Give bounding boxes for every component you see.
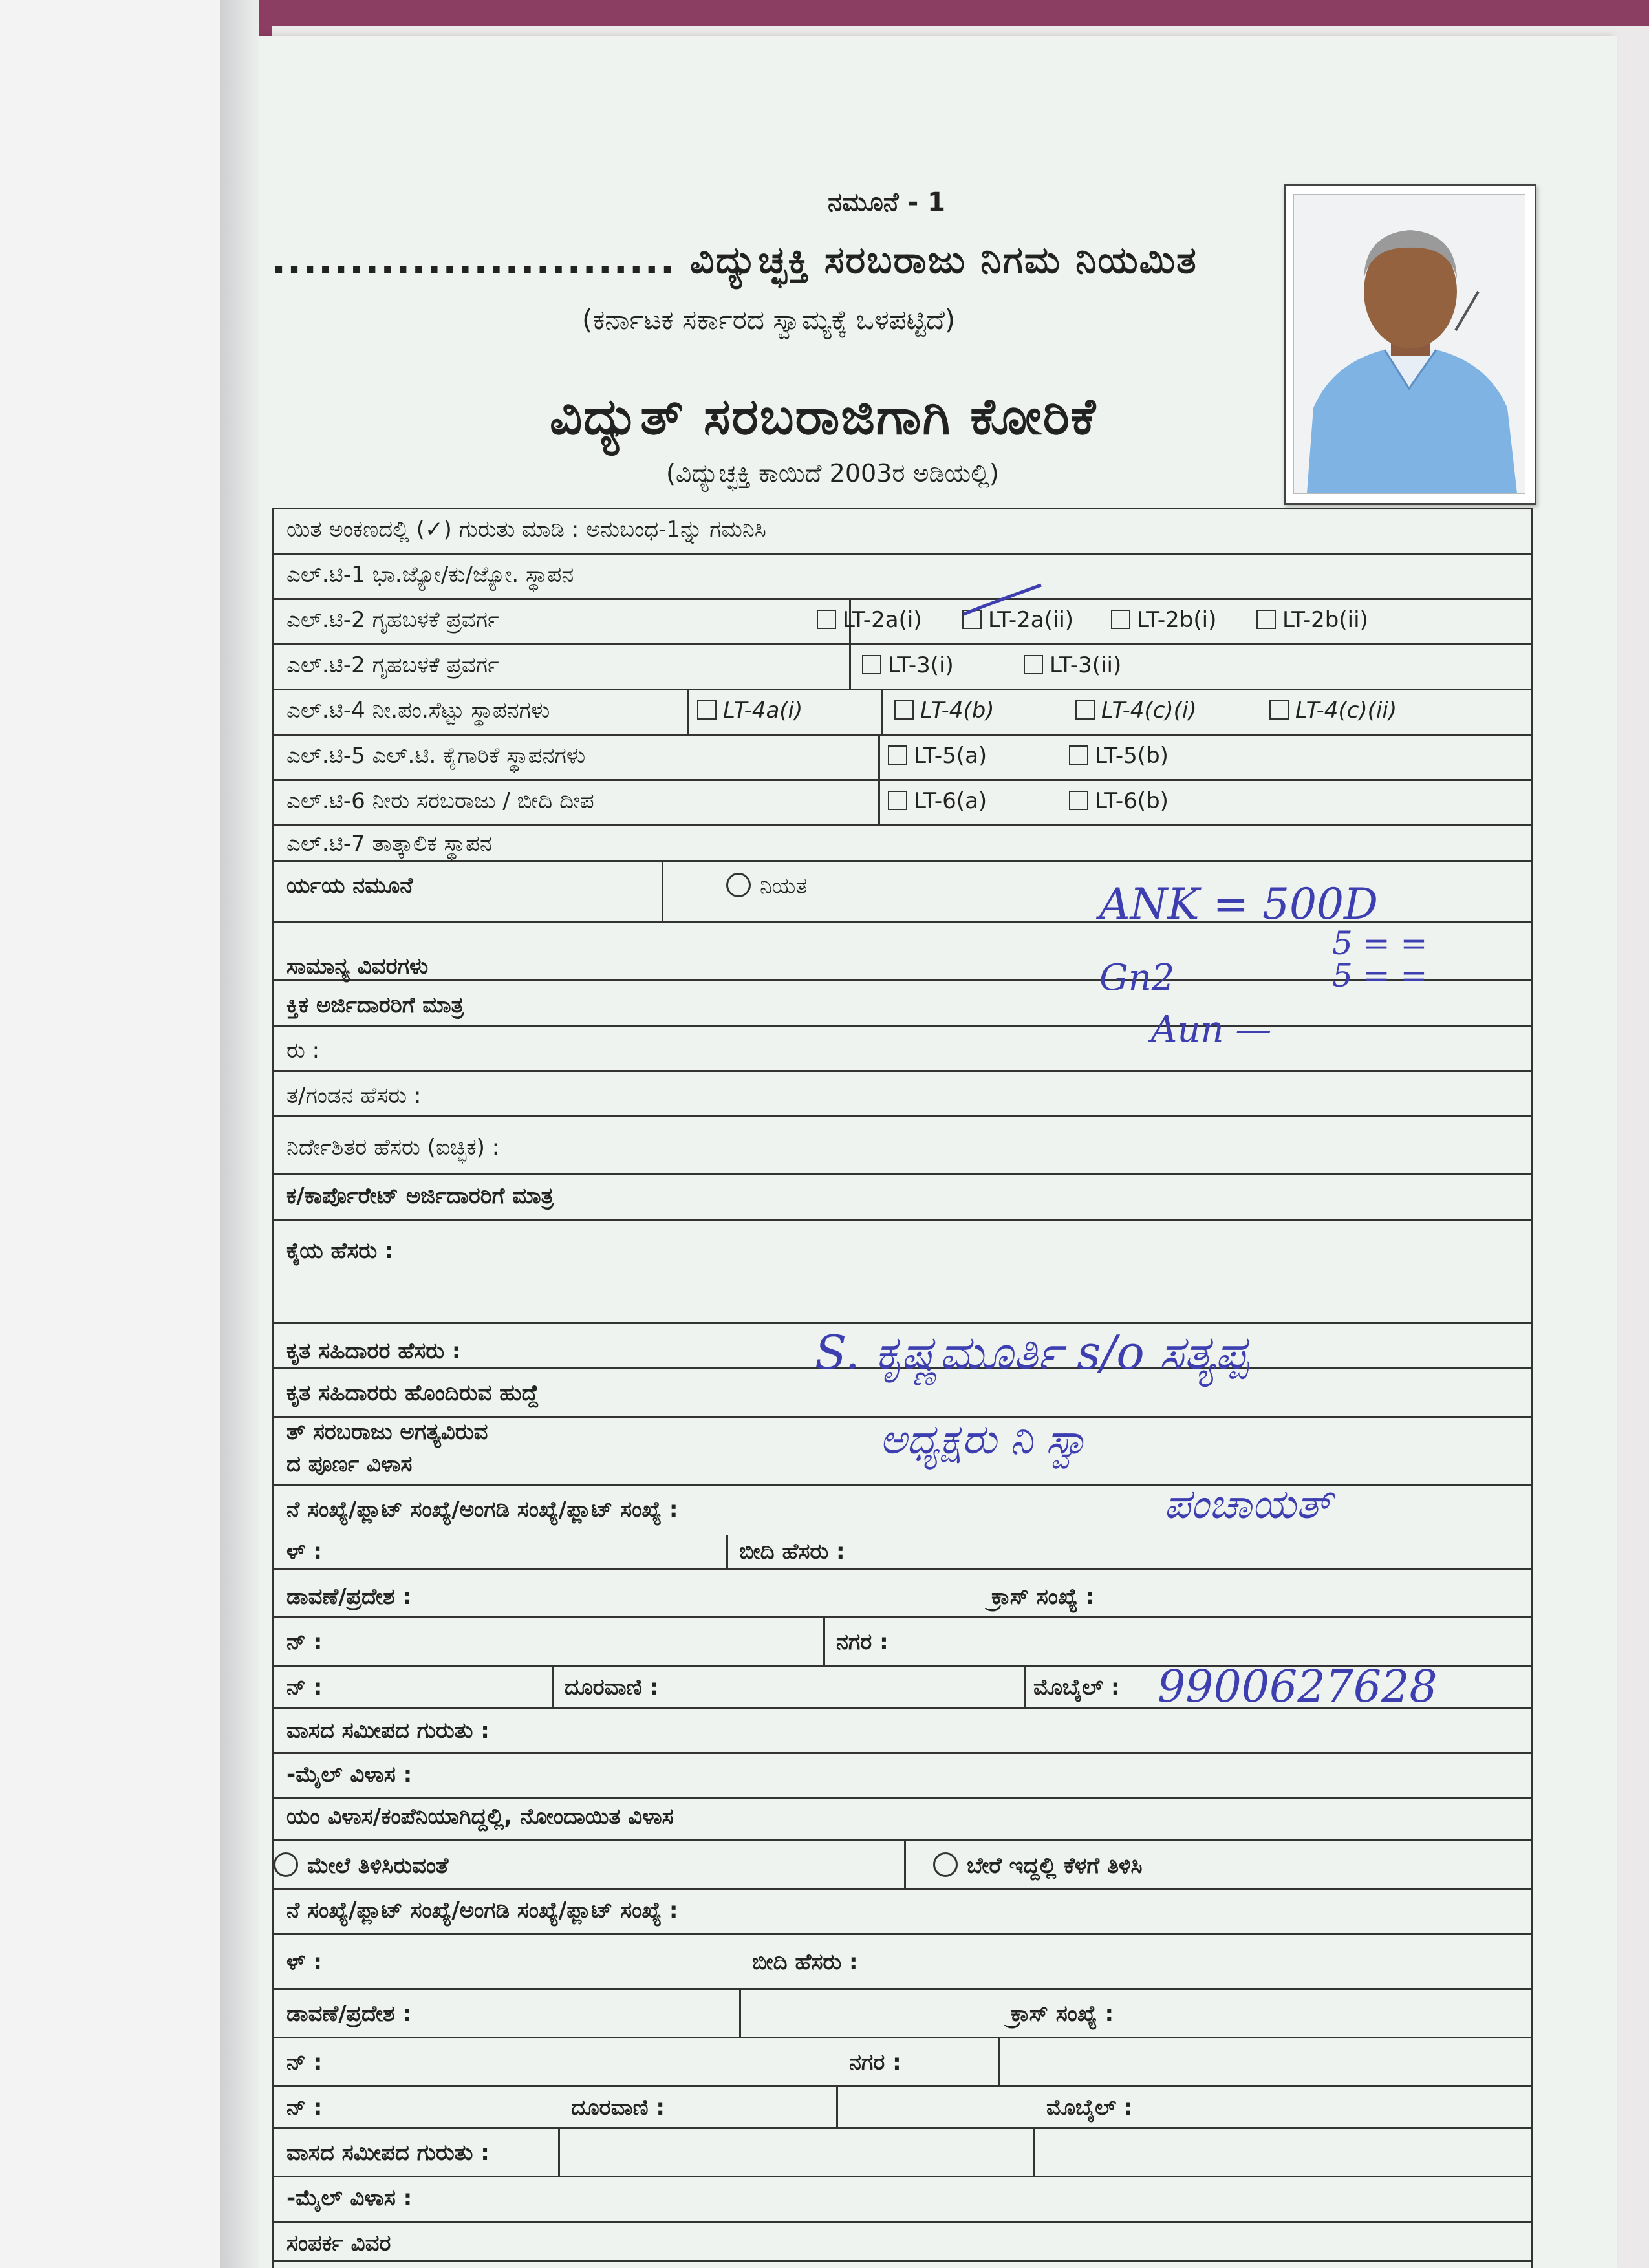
checkbox[interactable] xyxy=(1069,791,1088,810)
checkbox[interactable] xyxy=(894,700,914,720)
form-number: ನಮೂನೆ - 1 xyxy=(828,187,945,217)
address1-area-label: ಡಾವಣೆ/ಪ್ರದೇಶ : xyxy=(286,1584,412,1610)
checkbox[interactable] xyxy=(1024,655,1043,674)
handwritten-load-3: 5 = = xyxy=(1332,957,1428,994)
checkbox[interactable] xyxy=(1256,610,1276,629)
rule xyxy=(274,1888,1531,1890)
instruction-text: ಯಿತ ಅಂಕಣದಲ್ಲಿ (✓) ಗುರುತು ಮಾಡಿ : ಅನುಬಂಧ-1ನ್ನು ಗಮನಿಸಿ xyxy=(286,517,766,542)
address2-city-label: ನಗರ : xyxy=(849,2049,901,2075)
option-lt3-ii[interactable]: LT-3(ii) xyxy=(1024,652,1121,678)
address2-landmark-label: ವಾಸದ ಸಮೀಪದ ಗುರುತು : xyxy=(286,2140,490,2166)
category-lt5-label: ಎಲ್.ಟಿ-5 ಎಲ್.ಟಿ. ಕೈಗಾರಿಕೆ ಸ್ಥಾಪನಗಳು xyxy=(286,743,586,769)
checkbox[interactable] xyxy=(1111,610,1130,629)
fold-shadow xyxy=(220,0,259,2268)
rule xyxy=(274,1933,1531,1935)
divider xyxy=(662,860,663,921)
address1-mobile-label: ಮೊಬೈಲ್ : xyxy=(1033,1674,1120,1700)
address1-landmark-label: ವಾಸದ ಸಮೀಪದ ಗುರುತು : xyxy=(286,1718,490,1744)
option-lt4c-i[interactable]: LT-4(c)(i) xyxy=(1075,698,1197,723)
option-lt4b[interactable]: LT-4(b) xyxy=(894,698,995,723)
address2-pin-label: ನ್ : xyxy=(286,2095,323,2121)
handwritten-note: Gn2 xyxy=(1099,957,1175,999)
option-lt2b-ii[interactable]: LT-2b(ii) xyxy=(1256,607,1368,633)
divider xyxy=(849,643,851,689)
option-lt2a-ii[interactable]: LT-2a(ii) xyxy=(962,607,1073,633)
divider xyxy=(726,1535,728,1568)
rule xyxy=(274,1568,1531,1570)
rule xyxy=(274,2085,1531,2087)
radio-button[interactable] xyxy=(274,1852,298,1877)
nominee-name-label: ನಿರ್ದೇಶಿತರ ಹೆಸರು (ಐಚ್ಛಿಕ) : xyxy=(286,1135,500,1161)
option-lt4c-ii[interactable]: LT-4(c)(ii) xyxy=(1269,698,1397,723)
rule xyxy=(274,1025,1531,1027)
option-lt6b[interactable]: LT-6(b) xyxy=(1069,788,1169,814)
rule xyxy=(274,1616,1531,1618)
address2-email-label: -ಮೈಲ್ ವಿಳಾಸ : xyxy=(286,2185,413,2211)
divider xyxy=(739,1988,741,2037)
address1-cross-label: ಕ್ರಾಸ್ ಸಂಖ್ಯೆ : xyxy=(991,1584,1095,1610)
handwritten-signatory-post-2: ಪಂಚಾಯತ್ xyxy=(1164,1481,1331,1528)
rule xyxy=(274,1988,1531,1990)
address1-email-label: -ಮೈಲ್ ವಿಳಾಸ : xyxy=(286,1762,413,1788)
option-lt4a-i[interactable]: LT-4a(i) xyxy=(697,698,803,723)
option-lt2b-i[interactable]: LT-2b(i) xyxy=(1111,607,1216,633)
checkbox[interactable] xyxy=(862,655,881,674)
org-prefix-dots: .......................... xyxy=(272,238,676,282)
company-name-label: ಕೈಯ ಹೆಸರು : xyxy=(286,1238,394,1264)
application-form-table xyxy=(272,508,1533,2268)
rule xyxy=(274,1070,1531,1072)
checkbox[interactable] xyxy=(1075,700,1095,720)
rule xyxy=(274,1797,1531,1799)
rule xyxy=(274,2176,1531,2177)
corporate-only-heading: ಕ/ಕಾರ್ಪೊರೇಟ್ ಅರ್ಜಿದಾರರಿಗೆ ಮಾತ್ರ xyxy=(286,1183,554,1209)
handwritten-note-2: Aun — xyxy=(1151,1009,1272,1051)
divider xyxy=(823,1616,825,1665)
address1-taluk-label: ನ್ : xyxy=(286,1629,323,1655)
rule xyxy=(274,598,1531,600)
rule xyxy=(274,689,1531,690)
divider xyxy=(552,1665,554,1707)
checkbox[interactable] xyxy=(817,610,836,629)
address-heading-line1: ತ್ ಸರಬರಾಜು ಅಗತ್ಯವಿರುವ xyxy=(286,1419,488,1445)
option-lt6a[interactable]: LT-6(a) xyxy=(888,788,987,814)
applicant-name-label: ರು : xyxy=(286,1038,320,1064)
org-name: ವಿದ್ಯುಚ್ಛಕ್ತಿ ಸರಬರಾಜು ನಿಗಮ ನಿಯಮಿತ xyxy=(690,238,1198,282)
person-photo-icon xyxy=(1294,195,1525,493)
divider xyxy=(881,689,883,734)
address2-taluk-label: ನ್ : xyxy=(286,2049,323,2075)
rule xyxy=(274,2260,1531,2262)
father-name-label: ತ/ಗಂಡನ ಹೆಸರು : xyxy=(286,1083,422,1109)
address2-mobile-label: ಮೊಬೈಲ್ : xyxy=(1046,2095,1133,2121)
supply-type-permanent[interactable]: ನಿಯತ xyxy=(726,873,807,899)
same-as-above-option[interactable]: ಮೇಲೆ ತಿಳಿಸಿರುವಂತೆ xyxy=(274,1852,448,1879)
option-lt2a-i[interactable]: LT-2a(i) xyxy=(817,607,922,633)
category-lt4-label: ಎಲ್.ಟಿ-4 ನೀ.ಪಂ.ಸೆಟ್ಟು ಸ್ಥಾಪನಗಳು xyxy=(286,698,550,723)
supply-type-label: ರ್ಯಯ ನಮೂನೆ xyxy=(286,873,413,899)
handwritten-tick-icon xyxy=(957,582,1048,627)
address2-area-label: ಡಾವಣೆ/ಪ್ರದೇಶ : xyxy=(286,2001,412,2027)
handwritten-load-2: 5 = = xyxy=(1332,925,1428,962)
rule xyxy=(274,1484,1531,1486)
rule xyxy=(274,553,1531,555)
rule xyxy=(274,1322,1531,1324)
rule xyxy=(274,2221,1531,2223)
handwritten-signatory-post: ಅಧ್ಯಕ್ಷರು ನಿ ಸ್ವಾ xyxy=(879,1416,1090,1464)
rule xyxy=(274,2127,1531,2129)
divider xyxy=(1033,2127,1035,2176)
folded-sheet xyxy=(0,0,220,2268)
divider xyxy=(998,2037,1000,2085)
ownership-note: (ಕರ್ನಾಟಕ ಸರ್ಕಾರದ ಸ್ವಾಮ್ಯಕ್ಕೆ ಒಳಪಟ್ಟಿದೆ) xyxy=(582,304,956,336)
address1-phone-label: ದೂರವಾಣಿ : xyxy=(565,1674,658,1700)
permanent-address-heading: ಯಂ ವಿಳಾಸ/ಕಂಪೆನಿಯಾಗಿದ್ದಲ್ಲಿ, ನೋಂದಾಯಿತ ವಿಳಾಸ xyxy=(286,1804,674,1830)
radio-button[interactable] xyxy=(933,1852,958,1877)
radio-button[interactable] xyxy=(726,873,751,897)
applicant-photo xyxy=(1284,184,1536,505)
photo-background xyxy=(1293,194,1525,494)
handwritten-mobile: 9900627628 xyxy=(1158,1662,1438,1713)
divider xyxy=(836,2085,838,2127)
category-lt2-label: ಎಲ್.ಟಿ-2 ಗೃಹಬಳಕೆ ಪ್ರವರ್ಗ xyxy=(286,607,499,633)
contact-details-heading: ಸಂಪರ್ಕ ವಿವರ xyxy=(286,2231,391,2256)
address2-floor-label: ಳ್ : xyxy=(286,1949,322,1975)
option-lt5a[interactable]: LT-5(a) xyxy=(888,743,987,769)
address1-street-label: ಬೀದಿ ಹೆಸರು : xyxy=(739,1539,845,1565)
handwritten-signatory-name: S. ಕೃಷ್ಣಮೂರ್ತಿ s/o ಸತ್ಯಪ್ಪ xyxy=(815,1325,1249,1380)
checkbox[interactable] xyxy=(888,791,907,810)
address2-cross-label: ಕ್ರಾಸ್ ಸಂಖ್ಯೆ : xyxy=(1011,2001,1114,2027)
rule xyxy=(274,779,1531,781)
rule xyxy=(274,1839,1531,1841)
rule xyxy=(274,1173,1531,1175)
checkbox[interactable] xyxy=(1269,700,1289,720)
address1-house-label: ನೆ ಸಂಖ್ಯೆ/ಫ್ಲಾಟ್ ಸಂಖ್ಯೆ/ಅಂಗಡಿ ಸಂಖ್ಯೆ/ಫ್ಲಾಟ್ ಸಂಖ್ಯೆ : xyxy=(286,1497,678,1523)
checkbox[interactable] xyxy=(888,745,907,765)
checkbox[interactable] xyxy=(1069,745,1088,765)
act-note: (ವಿದ್ಯುಚ್ಛಕ್ತಿ ಕಾಯಿದೆ 2003ರ ಅಡಿಯಲ್ಲಿ) xyxy=(666,459,999,487)
category-lt6-label: ಎಲ್.ಟಿ-6 ನೀರು ಸರಬರಾಜು / ಬೀದಿ ದೀಪ xyxy=(286,788,594,814)
handwritten-load: ANK = 500D xyxy=(1099,879,1378,929)
divider xyxy=(904,1839,906,1888)
address1-pin-label: ನ್ : xyxy=(286,1674,323,1700)
individual-only-heading: ಕ್ತಿಕ ಅರ್ಜಿದಾರರಿಗೆ ಮಾತ್ರ xyxy=(286,992,464,1018)
divider xyxy=(558,2127,560,2176)
divider xyxy=(878,734,880,824)
address2-phone-label: ದೂರವಾಣಿ : xyxy=(571,2095,665,2121)
section-general-heading: ಸಾಮಾನ್ಯ ವಿವರಗಳು xyxy=(286,954,429,979)
signatory-name-label: ಕೃತ ಸಹಿದಾರರ ಹೆಸರು : xyxy=(286,1338,461,1364)
signatory-post-label: ಕೃತ ಸಹಿದಾರರು ಹೊಂದಿರುವ ಹುದ್ದೆ xyxy=(286,1380,539,1406)
category-lt7-label: ಎಲ್.ಟಿ-7 ತಾತ್ಕಾಲಿಕ ಸ್ಥಾಪನ xyxy=(286,831,492,857)
rule xyxy=(274,508,1531,509)
rule xyxy=(274,1115,1531,1117)
rule xyxy=(274,1752,1531,1754)
address2-house-label: ನೆ ಸಂಖ್ಯೆ/ಫ್ಲಾಟ್ ಸಂಖ್ಯೆ/ಅಂಗಡಿ ಸಂಖ್ಯೆ/ಫ್ಲಾಟ್ ಸಂಖ್ಯೆ : xyxy=(286,1898,678,1923)
divider xyxy=(1024,1665,1026,1707)
checkbox[interactable] xyxy=(697,700,717,720)
rule xyxy=(274,860,1531,862)
rule xyxy=(274,824,1531,826)
rule xyxy=(274,2037,1531,2038)
page-title: ವಿದ್ಯುತ್ ಸರಬರಾಜಿಗಾಗಿ ಕೋರಿಕೆ xyxy=(550,388,1097,446)
divider xyxy=(687,689,689,734)
other-address-option[interactable]: ಬೇರೆ ಇದ್ದಲ್ಲಿ ಕೆಳಗೆ ತಿಳಿಸಿ xyxy=(933,1852,1143,1879)
address2-street-label: ಬೀದಿ ಹೆಸರು : xyxy=(752,1949,858,1975)
organization-name xyxy=(272,238,1198,283)
option-lt5b[interactable]: LT-5(b) xyxy=(1069,743,1169,769)
category-lt3-label: ಎಲ್.ಟಿ-2 ಗೃಹಬಳಕೆ ಪ್ರವರ್ಗ xyxy=(286,652,499,678)
category-lt1-label: ಎಲ್.ಟಿ-1 ಭಾ.ಜ್ಯೋ/ಕು/ಜ್ಯೋ. ಸ್ಥಾಪನ xyxy=(286,562,574,588)
option-lt3-i[interactable]: LT-3(i) xyxy=(862,652,954,678)
rule xyxy=(274,734,1531,736)
address-heading-line2: ದ ಪೂರ್ಣ ವಿಳಾಸ xyxy=(286,1451,413,1477)
address1-floor-label: ಳ್ : xyxy=(286,1539,322,1565)
address1-city-label: ನಗರ : xyxy=(836,1629,889,1655)
rule xyxy=(274,643,1531,645)
rule xyxy=(274,1219,1531,1221)
